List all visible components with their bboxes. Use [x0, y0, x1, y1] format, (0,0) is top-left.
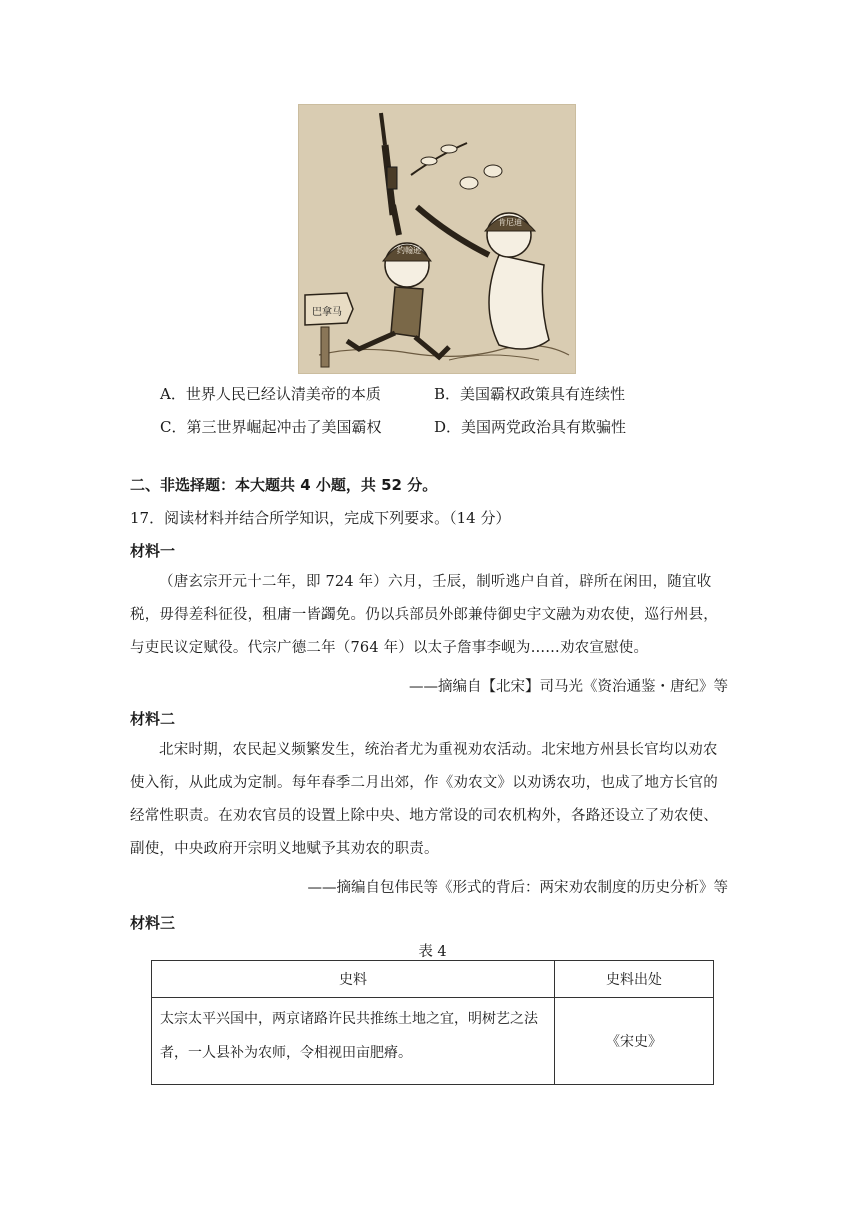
- cartoon-image: [298, 104, 576, 374]
- option-d-text: 美国两党政治具有欺骗性: [461, 418, 627, 436]
- question-17: 17．阅读材料并结合所学知识，完成下列要求。（14 分）: [130, 509, 511, 527]
- left-helmet-text: 约翰逊: [397, 246, 421, 255]
- option-c-text: 第三世界崛起冲击了美国霸权: [186, 418, 382, 436]
- table-caption: 表 4: [418, 944, 447, 960]
- header-source: 史料出处: [555, 961, 714, 998]
- sign-text: 巴拿马: [312, 307, 342, 318]
- material-3-label: 材料三: [130, 914, 176, 932]
- table-4: [151, 960, 714, 1085]
- option-a-text: 世界人民已经认清美帝的本质: [185, 385, 381, 403]
- option-c-letter: C．: [160, 418, 187, 436]
- material-1-source: ——摘编自【北宋】司马光《资治通鉴・唐纪》等: [409, 679, 728, 695]
- option-a-letter: A．: [160, 385, 186, 403]
- option-b-letter: B．: [434, 385, 461, 403]
- section-title: 二、非选择题：本大题共 4 小题，共 52 分。: [130, 476, 438, 494]
- right-helmet-text: 肯尼迪: [498, 218, 522, 227]
- option-b-text: 美国霸权政策具有连续性: [460, 385, 626, 403]
- material-2-label: 材料二: [130, 710, 176, 728]
- material-1-label: 材料一: [130, 542, 176, 560]
- material-2-source: ——摘编自包伟民等《形式的背后：两宋劝农制度的历史分析》等: [307, 880, 728, 896]
- row-1-text: 太宗太平兴国中，两京诸路许民共推练土地之宜，明树艺之法者，一人县补为农师，令相视田亩肥瘠。: [152, 998, 555, 1085]
- header-historical-material: 史料: [152, 961, 555, 998]
- material-2-text: 北宋时期，农民起义频繁发生，统治者尤为重视劝农活动。北宋地方州县长官均以劝农使入衔，从此成为定制。每年春季二月出郊，作《劝农文》以劝诱农功，也成了地方长官的经常性职责。在劝农官员的设置上除中央、地方常设的司农机构外，各路还设立了劝农使、副使，中央政府开宗明义地赋予其劝农的职责。: [130, 742, 718, 857]
- option-c[interactable]: [160, 416, 382, 437]
- option-d-letter: D．: [434, 418, 462, 436]
- option-b[interactable]: [434, 383, 625, 404]
- option-a[interactable]: [160, 383, 381, 404]
- option-d[interactable]: [434, 416, 626, 437]
- table-header-row: [152, 961, 714, 998]
- table-row: [152, 998, 714, 1085]
- material-1-text: （唐玄宗开元十二年，即 724 年）六月，壬辰，制听逃户自首，辟所在闲田，随宜收税，毋得差科征役，租庸一皆蠲免。仍以兵部员外郎兼侍御史宇文融为劝农使，巡行州县，与吏民议定赋役。代宗广德二年（764 年）以太子詹事李岘为……劝农宣慰使。: [130, 574, 718, 656]
- row-1-source: 《宋史》: [555, 998, 714, 1085]
